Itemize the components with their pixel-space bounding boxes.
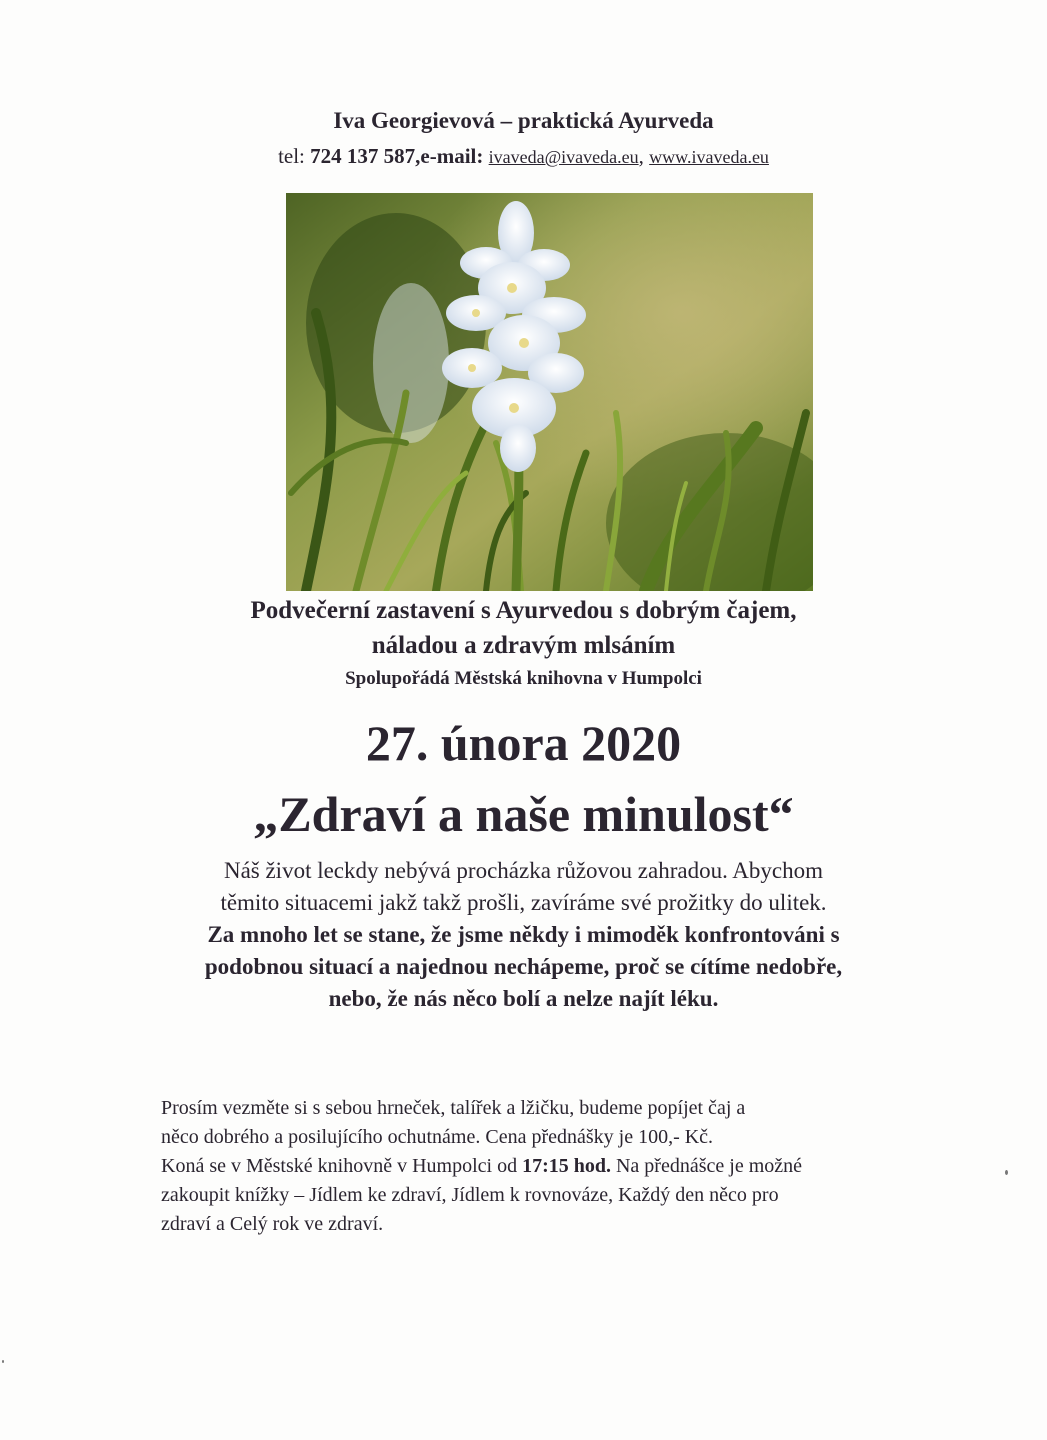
event-headline-line1: Podvečerní zastavení s Ayurvedou s dobrým čajem, (250, 597, 797, 624)
intro-line2: těmito situacemi jakž takž prošli, zavíráme své prožitky do ulitek. (220, 890, 827, 915)
white-flower-photo (286, 193, 813, 591)
info-line3 (161, 1152, 802, 1181)
info-line5: zdraví a Celý rok ve zdraví. (161, 1213, 384, 1235)
info-time: 17:15 hod. (522, 1155, 611, 1177)
intro-line1: Náš život leckdy nebývá procházka růžovou zahradou. Abychom (223, 858, 824, 883)
author-heading: Iva Georgievová – praktická Ayurveda (333, 108, 714, 133)
event-headline-line2: náladou a zdravým mlsáním (371, 632, 676, 659)
info-venue: Koná se v Městské knihovně v Humpolci od (161, 1155, 523, 1177)
event-date: 27. února 2020 (365, 715, 682, 771)
event-title: „Zdraví a naše minulost“ (253, 786, 794, 842)
phone-email-label: 724 137 587,e-mail: (310, 144, 484, 168)
scan-speck (2, 1360, 4, 1363)
intro-line4: podobnou situací a najednou nechápeme, proč se cítíme nedobře, (204, 954, 843, 979)
info-line1: Prosím vezměte si s sebou hrneček, talířek a lžičku, budeme popíjet čaj a (161, 1097, 746, 1119)
co-organizer: Spolupořádá Městská knihovna v Humpolci (345, 668, 702, 689)
info-line2: něco dobrého a posilujícího ochutnáme. Cena přednášky je 100,- Kč. (161, 1126, 714, 1148)
scan-speck (1005, 1170, 1008, 1175)
tel-prefix: tel: (278, 144, 311, 168)
intro-line5: nebo, že nás něco bolí a nelze najít léku. (328, 986, 719, 1011)
info-line4: zakoupit knížky – Jídlem ke zdraví, Jídlem k rovnováze, Každý den něco pro (161, 1184, 779, 1206)
website-link[interactable]: www.ivaveda.eu (649, 147, 769, 167)
intro-line3: Za mnoho let se stane, že jsme někdy i mimoděk konfrontováni s (207, 922, 840, 947)
contact-separator: , (638, 144, 644, 168)
contact-line (0, 144, 1047, 169)
info-sale-intro: Na přednášce je možné (610, 1155, 802, 1177)
email-link[interactable]: ivaveda@ivaveda.eu (488, 147, 639, 167)
